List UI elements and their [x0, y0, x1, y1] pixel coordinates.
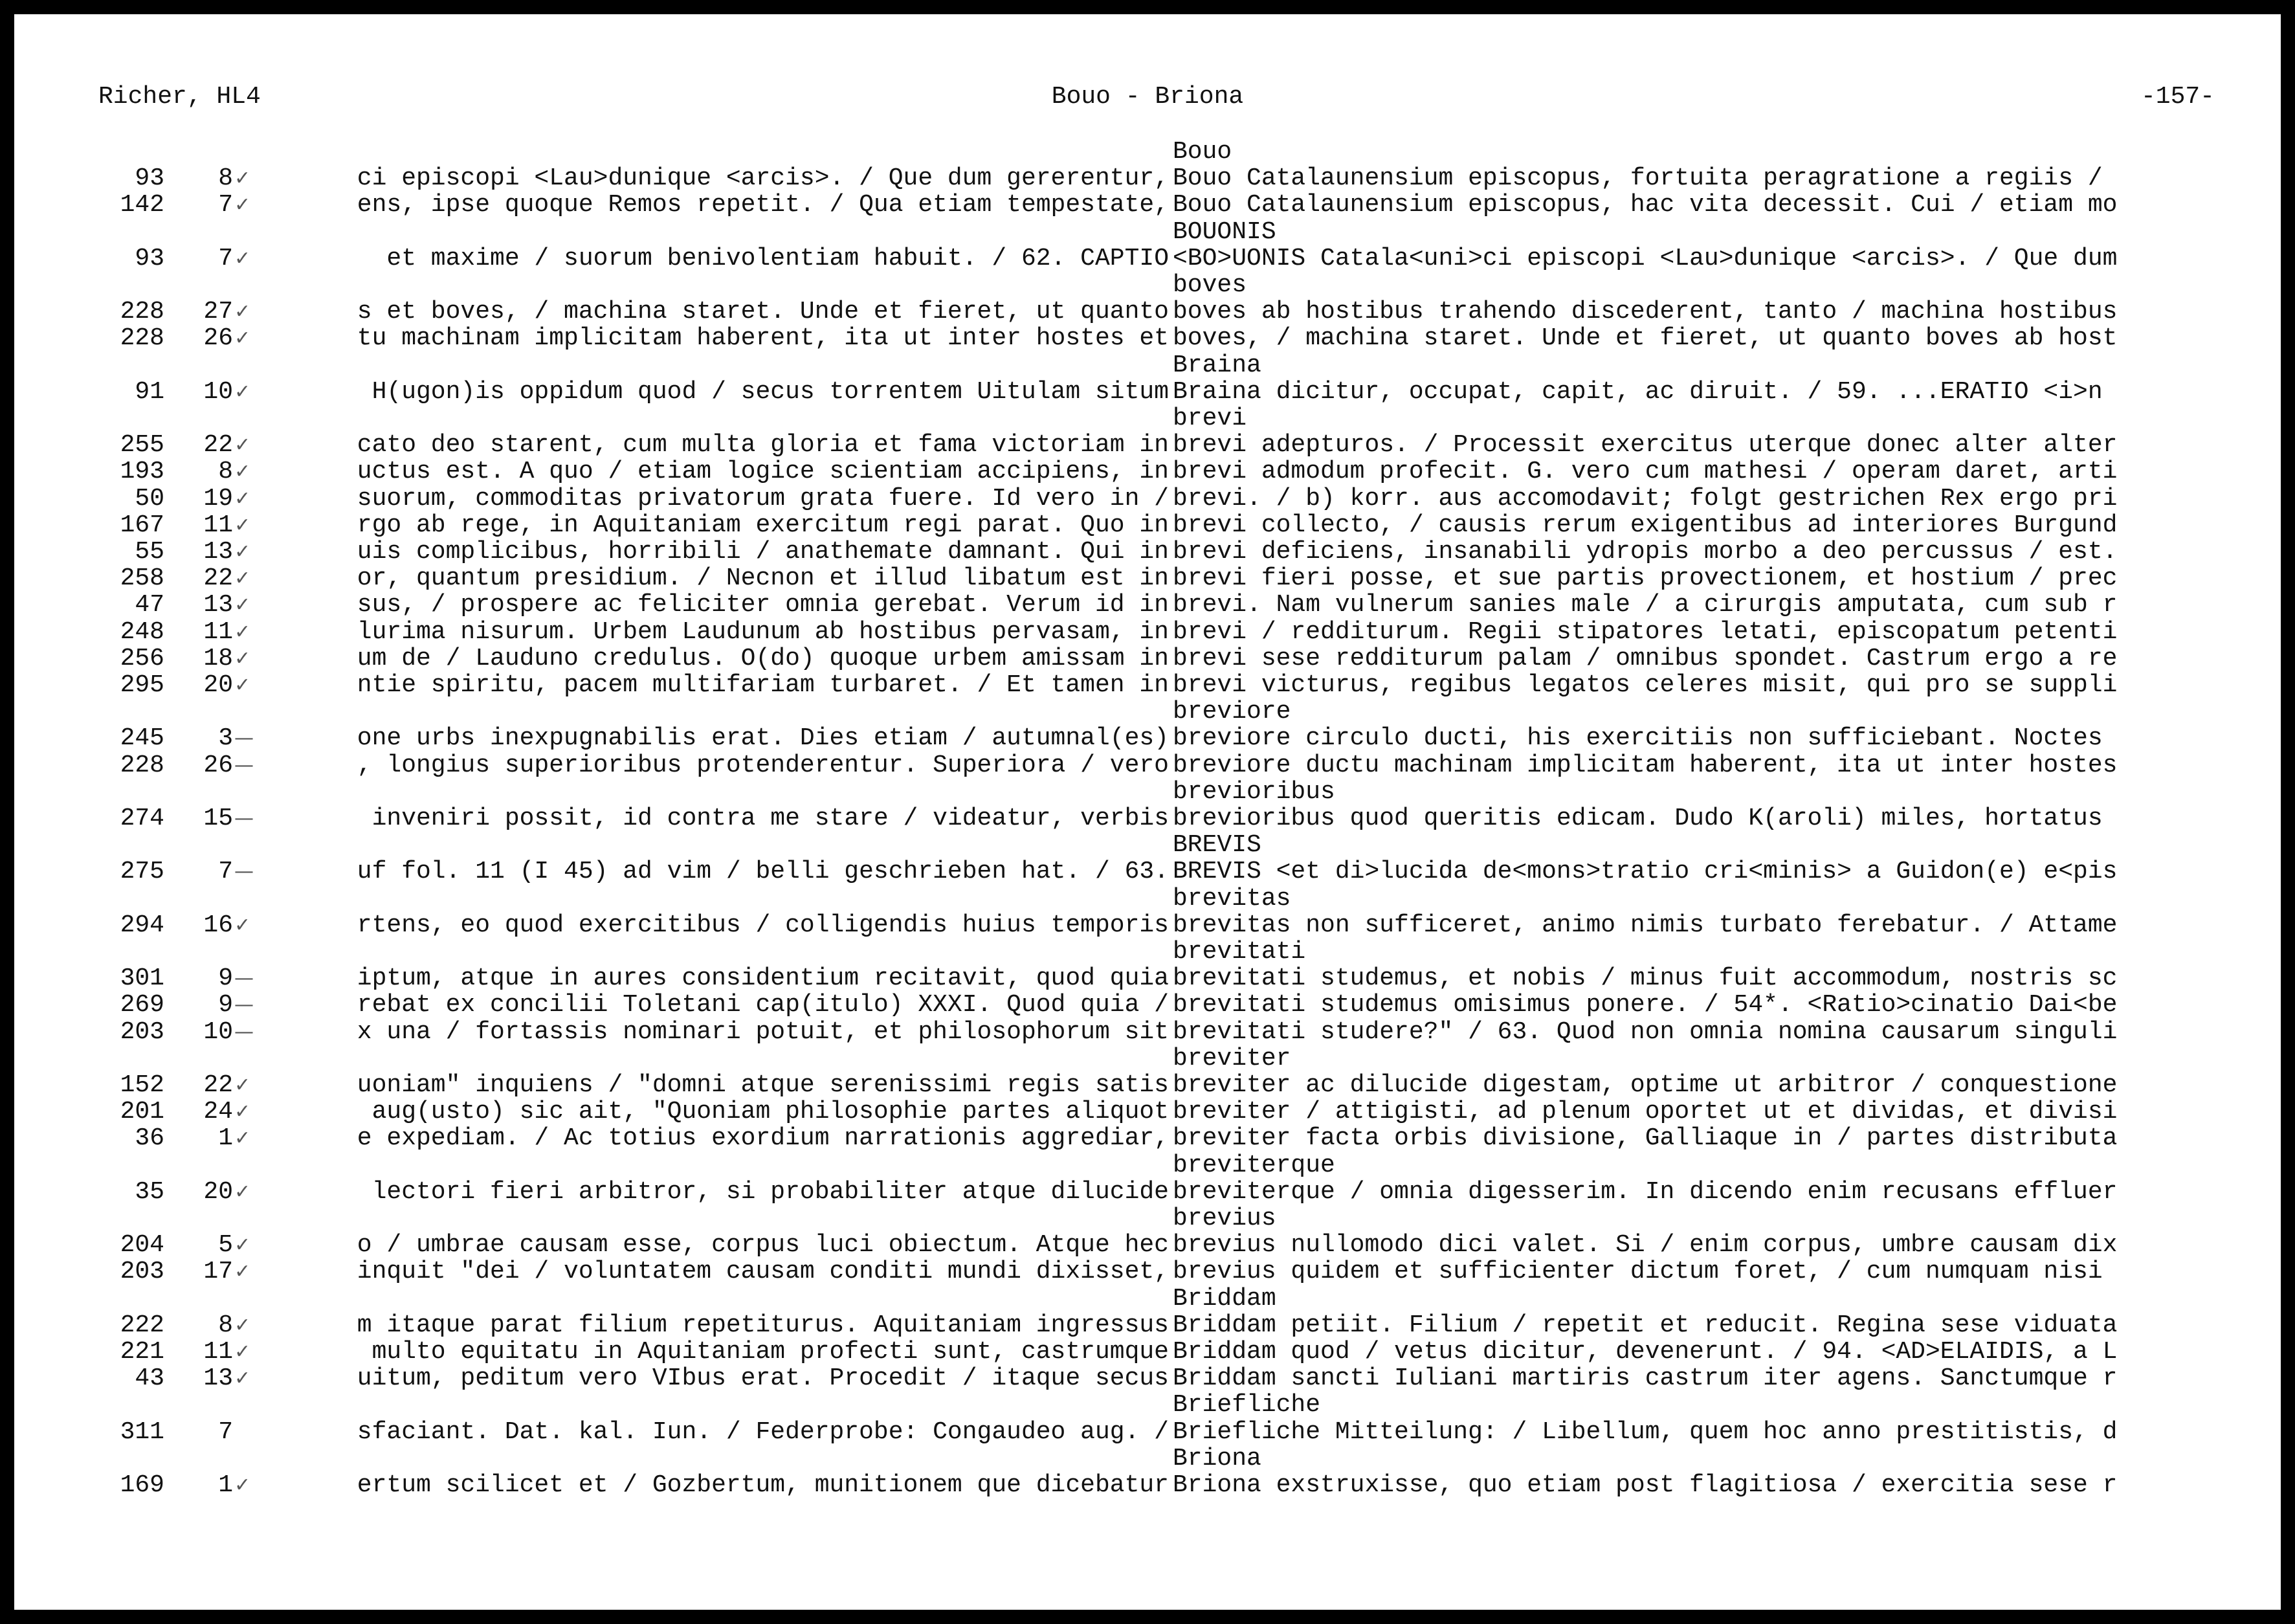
keyword-context: brevi / redditurum. Regii stipatores letati, episcopatum petenti: [1173, 618, 2118, 646]
check-mark: ✓: [234, 487, 251, 510]
keyword-context: breviter ac dilucide digestam, optime ut arbitror / conquestione: [1173, 1072, 2118, 1099]
left-context: ertum scilicet et / Gozbertum, munitionem que dicebatur: [357, 1472, 1169, 1499]
keyword-context: brevitas non sufficeret, animo nimis turbato ferebatur. / Attame: [1173, 911, 2118, 939]
check-mark: ✓: [234, 1340, 251, 1363]
keyword-context: brevius nullomodo dici valet. Si / enim corpus, umbre causam dix: [1173, 1232, 2118, 1260]
line-number: 13: [203, 591, 233, 619]
left-context: rgo ab rege, in Aquitaniam exercitum regi parat. Quo in: [357, 511, 1169, 539]
line-number: 3: [218, 724, 233, 753]
left-context: H(ugon)is oppidum quod / secus torrentem Uitulam situm: [357, 378, 1169, 406]
page-number: 55: [135, 538, 164, 566]
left-context: one urbs inexpugnabilis erat. Dies etiam / autumnal(es): [357, 725, 1169, 753]
keyword-context: breviore circulo ducti, his exercitiis non sufficiebant. Noctes: [1173, 725, 2103, 753]
keyword-context: brevi sese redditurum palam / omnibus spondet. Castrum ergo a re: [1173, 645, 2118, 673]
check-mark: ✓: [234, 594, 251, 617]
keyword-context: Briddam sancti Iuliani martiris castrum iter agens. Sanctumque r: [1173, 1365, 2118, 1393]
keyword-context: breviore ductu machinam implicitam haberent, ita ut inter hostes: [1173, 751, 2118, 779]
left-context: m itaque parat filium repetiturus. Aquitaniam ingressus: [357, 1311, 1169, 1339]
left-context: et maxime / suorum benivolentiam habuit. / 62. CAPTIO: [371, 245, 1169, 273]
line-number: 20: [203, 671, 233, 699]
left-context: um de / Lauduno credulus. O(do) quoque urbem amissam in: [357, 645, 1169, 673]
page-number: 295: [120, 671, 164, 699]
line-number: 13: [203, 1364, 233, 1393]
left-context: rebat ex concilii Toletani cap(itulo) XXXI. Quod quia /: [357, 992, 1169, 1019]
line-number: 10: [203, 1018, 233, 1046]
keyword-context: Braina dicitur, occupat, capit, ac diruit. / 59. ...ERATIO <i>n: [1173, 378, 2103, 406]
left-context: uoniam" inquiens / "domni atque serenissimi regis satis: [357, 1072, 1169, 1099]
page-number: 269: [120, 991, 164, 1019]
keyword-context: boves ab hostibus trahendo discederent, tanto / machina hostibus: [1173, 298, 2118, 326]
check-mark: ✓: [234, 620, 251, 643]
keyword-context: Bouo Catalaunensium episcopus, fortuita peragratione a regiis /: [1173, 165, 2103, 193]
line-number: 11: [203, 617, 233, 646]
line-number: 26: [203, 751, 233, 779]
check-mark: ✓: [234, 167, 251, 190]
check-mark: ✓: [234, 1260, 251, 1284]
check-mark: —: [234, 1020, 254, 1043]
check-mark: ✓: [234, 434, 251, 457]
keyword-context: brevi victurus, regibus legatos celeres misit, qui pro se suppli: [1173, 672, 2118, 699]
line-number: 8: [218, 164, 233, 193]
left-context: o / umbrae causam esse, corpus luci obiectum. Atque hec: [357, 1232, 1169, 1260]
line-number: 8: [218, 458, 233, 486]
keyword-context: brevi. / b) korr. aus accomodavit; folgt gestrichen Rex ergo pri: [1173, 485, 2118, 513]
keyword-context: breviterque / omnia digesserim. In dicendo enim recusans effluer: [1173, 1178, 2118, 1206]
check-mark: ✓: [234, 247, 251, 270]
page-number: 204: [120, 1231, 164, 1260]
line-number: 22: [203, 1071, 233, 1099]
page-number: 193: [120, 458, 164, 486]
page-number: 203: [120, 1018, 164, 1046]
left-context: lectori fieri arbitror, si probabiliter atque dilucide: [357, 1178, 1169, 1206]
page-number: 91: [135, 377, 164, 406]
page-number: 50: [135, 484, 164, 513]
headword: Bouo: [1173, 138, 1232, 166]
left-context: rtens, eo quod exercitibus / colligendis huius temporis: [357, 911, 1169, 939]
line-number: 7: [218, 858, 233, 886]
keyword-context: brevitati studere?" / 63. Quod non omnia nomina causarum singuli: [1173, 1018, 2118, 1046]
left-context: , longius superioribus protenderentur. Superiora / vero: [357, 751, 1169, 779]
line-number: 8: [218, 1311, 233, 1339]
check-mark: —: [234, 727, 254, 750]
header-page-number: -157-: [2140, 83, 2215, 111]
left-context: x una / fortassis nominari potuit, et philosophorum sit: [357, 1018, 1169, 1046]
keyword-context: brevi. Nam vulnerum sanies male / a cirurgis amputata, cum sub r: [1173, 592, 2118, 619]
check-mark: ✓: [234, 513, 251, 537]
page-number: 169: [120, 1471, 164, 1499]
header-source: Richer, HL4: [98, 83, 261, 111]
page-number: 142: [120, 191, 164, 219]
line-number: 7: [218, 1418, 233, 1446]
headword: Briona: [1173, 1444, 1261, 1473]
line-number: 9: [218, 991, 233, 1019]
keyword-context: brevi admodum profecit. G. vero cum mathesi / operam daret, arti: [1173, 458, 2118, 486]
page-number: 203: [120, 1258, 164, 1286]
check-mark: ✓: [234, 1367, 251, 1390]
keyword-context: boves, / machina staret. Unde et fieret, ut quanto boves ab host: [1173, 325, 2118, 353]
check-mark: —: [234, 860, 254, 884]
check-mark: ✓: [234, 380, 251, 403]
line-number: 5: [218, 1231, 233, 1260]
line-number: 9: [218, 964, 233, 993]
keyword-context: Briddam petiit. Filium / repetit et reducit. Regina sese viduata: [1173, 1311, 2118, 1339]
headword: Braina: [1173, 351, 1261, 379]
left-context: cato deo starent, cum multa gloria et fama victoriam in: [357, 432, 1169, 460]
line-number: 10: [203, 377, 233, 406]
keyword-context: Briefliche Mitteilung: / Libellum, quem hoc anno prestitistis, d: [1173, 1418, 2118, 1446]
keyword-context: breviter / attigisti, ad plenum oportet ut et dividas, et divisi: [1173, 1098, 2118, 1126]
page-number: 43: [135, 1364, 164, 1393]
line-number: 1: [218, 1124, 233, 1153]
left-context: uis complicibus, horribili / anathemate damnant. Qui in: [357, 539, 1169, 566]
line-number: 7: [218, 244, 233, 273]
line-number: 7: [218, 191, 233, 219]
headword: BREVIS: [1173, 831, 1261, 860]
keyword-context: BREVIS <et di>lucida de<mons>tratio cri<minis> a Guidon(e) e<pis: [1173, 858, 2118, 886]
line-number: 22: [203, 431, 233, 460]
page-number: 35: [135, 1177, 164, 1206]
line-number: 22: [203, 564, 233, 593]
page-number: 256: [120, 644, 164, 673]
headword: breviore: [1173, 698, 1291, 726]
left-context: sfaciant. Dat. kal. Iun. / Federprobe: Congaudeo aug. /: [357, 1418, 1169, 1446]
keyword-context: brevi fieri posse, et sue partis provectionem, et hostium / prec: [1173, 565, 2118, 593]
left-context: sus, / prospere ac feliciter omnia gerebat. Verum id in: [357, 592, 1169, 619]
page-number: 167: [120, 511, 164, 539]
keyword-context: brevitati studemus omisimus ponere. / 54*. <Ratio>cinatio Dai<be: [1173, 992, 2118, 1019]
left-context: uf fol. 11 (I 45) ad vim / belli geschrieben hat. / 63.: [357, 858, 1169, 886]
check-mark: ✓: [234, 647, 251, 670]
keyword-context: brevitati studemus, et nobis / minus fuit accommodum, nostris sc: [1173, 965, 2118, 993]
header-range: Bouo - Briona: [1051, 83, 1244, 111]
page-number: 228: [120, 298, 164, 326]
headword: brevioribus: [1173, 777, 1335, 806]
keyword-context: Briona exstruxisse, quo etiam post flagitiosa / exercitia sese r: [1173, 1472, 2118, 1499]
page-number: 222: [120, 1311, 164, 1339]
page-number: 248: [120, 617, 164, 646]
left-context: aug(usto) sic ait, "Quoniam philosophie partes aliquot: [357, 1098, 1169, 1126]
left-context: ntie spiritu, pacem multifariam turbaret. / Et tamen in: [357, 672, 1169, 699]
check-mark: ✓: [234, 1180, 251, 1203]
keyword-context: <BO>UONIS Catala<uni>ci episcopi <Lau>dunique <arcis>. / Que dum: [1173, 245, 2118, 273]
line-number: 20: [203, 1177, 233, 1206]
page-number: 294: [120, 911, 164, 939]
page-number: 275: [120, 858, 164, 886]
check-mark: ✓: [234, 540, 251, 563]
line-number: 17: [203, 1258, 233, 1286]
page-number: 93: [135, 244, 164, 273]
headword: brevi: [1173, 405, 1247, 432]
line-number: 24: [203, 1098, 233, 1126]
page-number: 255: [120, 431, 164, 460]
left-context: or, quantum presidium. / Necnon et illud libatum est in: [357, 565, 1169, 593]
page-number: 93: [135, 164, 164, 193]
left-context: inveniri possit, id contra me stare / videatur, verbis: [371, 805, 1169, 832]
headword: Briddam: [1173, 1284, 1276, 1313]
left-context: uctus est. A quo / etiam logice scientiam accipiens, in: [357, 458, 1169, 486]
line-number: 16: [203, 911, 233, 939]
check-mark: ✓: [234, 460, 251, 484]
check-mark: ✓: [234, 327, 251, 350]
check-mark: —: [234, 807, 254, 830]
left-context: lurima nisurum. Urbem Laudunum ab hostibus pervasam, in: [357, 618, 1169, 646]
headword: brevitas: [1173, 884, 1291, 913]
headword: breviterque: [1173, 1151, 1335, 1179]
check-mark: ✓: [234, 674, 251, 696]
headword: boves: [1173, 271, 1247, 299]
page-number: 228: [120, 324, 164, 353]
line-number: 26: [203, 324, 233, 353]
keyword-context: brevi adepturos. / Processit exercitus uterque donec alter alter: [1173, 432, 2118, 460]
left-context: tu machinam implicitam haberent, ita ut inter hostes et: [357, 325, 1169, 353]
check-mark: ✓: [234, 1234, 251, 1257]
line-number: 19: [203, 484, 233, 513]
headword: brevitati: [1173, 938, 1306, 966]
keyword-context: brevioribus quod queritis edicam. Dudo K(aroli) miles, hortatus: [1173, 805, 2103, 832]
left-context: iptum, atque in aures considentium recitavit, quod quia: [357, 965, 1169, 993]
line-number: 11: [203, 511, 233, 539]
left-context: ens, ipse quoque Remos repetit. / Qua etiam tempestate,: [357, 192, 1169, 219]
line-number: 13: [203, 538, 233, 566]
page-number: 221: [120, 1338, 164, 1366]
line-number: 18: [203, 644, 233, 673]
check-mark: ✓: [234, 300, 251, 324]
headword: brevius: [1173, 1205, 1276, 1232]
line-number: 1: [218, 1471, 233, 1499]
page-number: 301: [120, 964, 164, 993]
keyword-context: brevi collecto, / causis rerum exigentibus ad interiores Burgund: [1173, 511, 2118, 539]
page-number: 274: [120, 805, 164, 832]
page-number: 245: [120, 724, 164, 753]
page-number: 152: [120, 1071, 164, 1099]
left-context: uitum, peditum vero VIbus erat. Procedit / itaque secus: [357, 1365, 1169, 1393]
left-context: e expediam. / Ac totius exordium narrationis aggrediar,: [357, 1125, 1169, 1153]
line-number: 27: [203, 298, 233, 326]
check-mark: ✓: [234, 1474, 251, 1496]
headword: Briefliche: [1173, 1391, 1321, 1419]
keyword-context: brevi deficiens, insanabili ydropis morbo a deo percussus / est.: [1173, 539, 2118, 566]
keyword-context: brevius quidem et sufficienter dictum foret, / cum numquam nisi: [1173, 1258, 2103, 1286]
headword: BOUONIS: [1173, 217, 1276, 246]
headword: breviter: [1173, 1044, 1291, 1073]
check-mark: ✓: [234, 1074, 251, 1096]
check-mark: ✓: [234, 1127, 251, 1150]
page-number: 36: [135, 1124, 164, 1153]
check-mark: —: [234, 967, 254, 990]
line-number: 15: [203, 805, 233, 832]
left-context: s et boves, / machina staret. Unde et fieret, ut quanto: [357, 298, 1169, 326]
check-mark: ✓: [234, 1313, 251, 1337]
page-number: 258: [120, 564, 164, 593]
page-number: 47: [135, 591, 164, 619]
check-mark: —: [234, 994, 254, 1017]
check-mark: ✓: [234, 567, 251, 590]
check-mark: ✓: [234, 194, 251, 217]
left-context: suorum, commoditas privatorum grata fuere. Id vero in /: [357, 485, 1169, 513]
page-number: 228: [120, 751, 164, 779]
keyword-context: Bouo Catalaunensium episcopus, hac vita decessit. Cui / etiam mo: [1173, 192, 2118, 219]
page-number: 311: [120, 1418, 164, 1446]
keyword-context: Briddam quod / vetus dicitur, devenerunt. / 94. <AD>ELAIDIS, a L: [1173, 1339, 2118, 1366]
check-mark: ✓: [234, 913, 251, 937]
left-context: multo equitatu in Aquitaniam profecti sunt, castrumque: [357, 1339, 1169, 1366]
left-context: inquit "dei / voluntatem causam conditi mundi dixisset,: [357, 1258, 1169, 1286]
left-context: ci episcopi <Lau>dunique <arcis>. / Que dum gererentur,: [357, 165, 1169, 193]
check-mark: —: [234, 753, 254, 777]
check-mark: ✓: [234, 1100, 251, 1124]
keyword-context: breviter facta orbis divisione, Galliaque in / partes distributa: [1173, 1125, 2118, 1153]
page-number: 201: [120, 1098, 164, 1126]
line-number: 11: [203, 1338, 233, 1366]
